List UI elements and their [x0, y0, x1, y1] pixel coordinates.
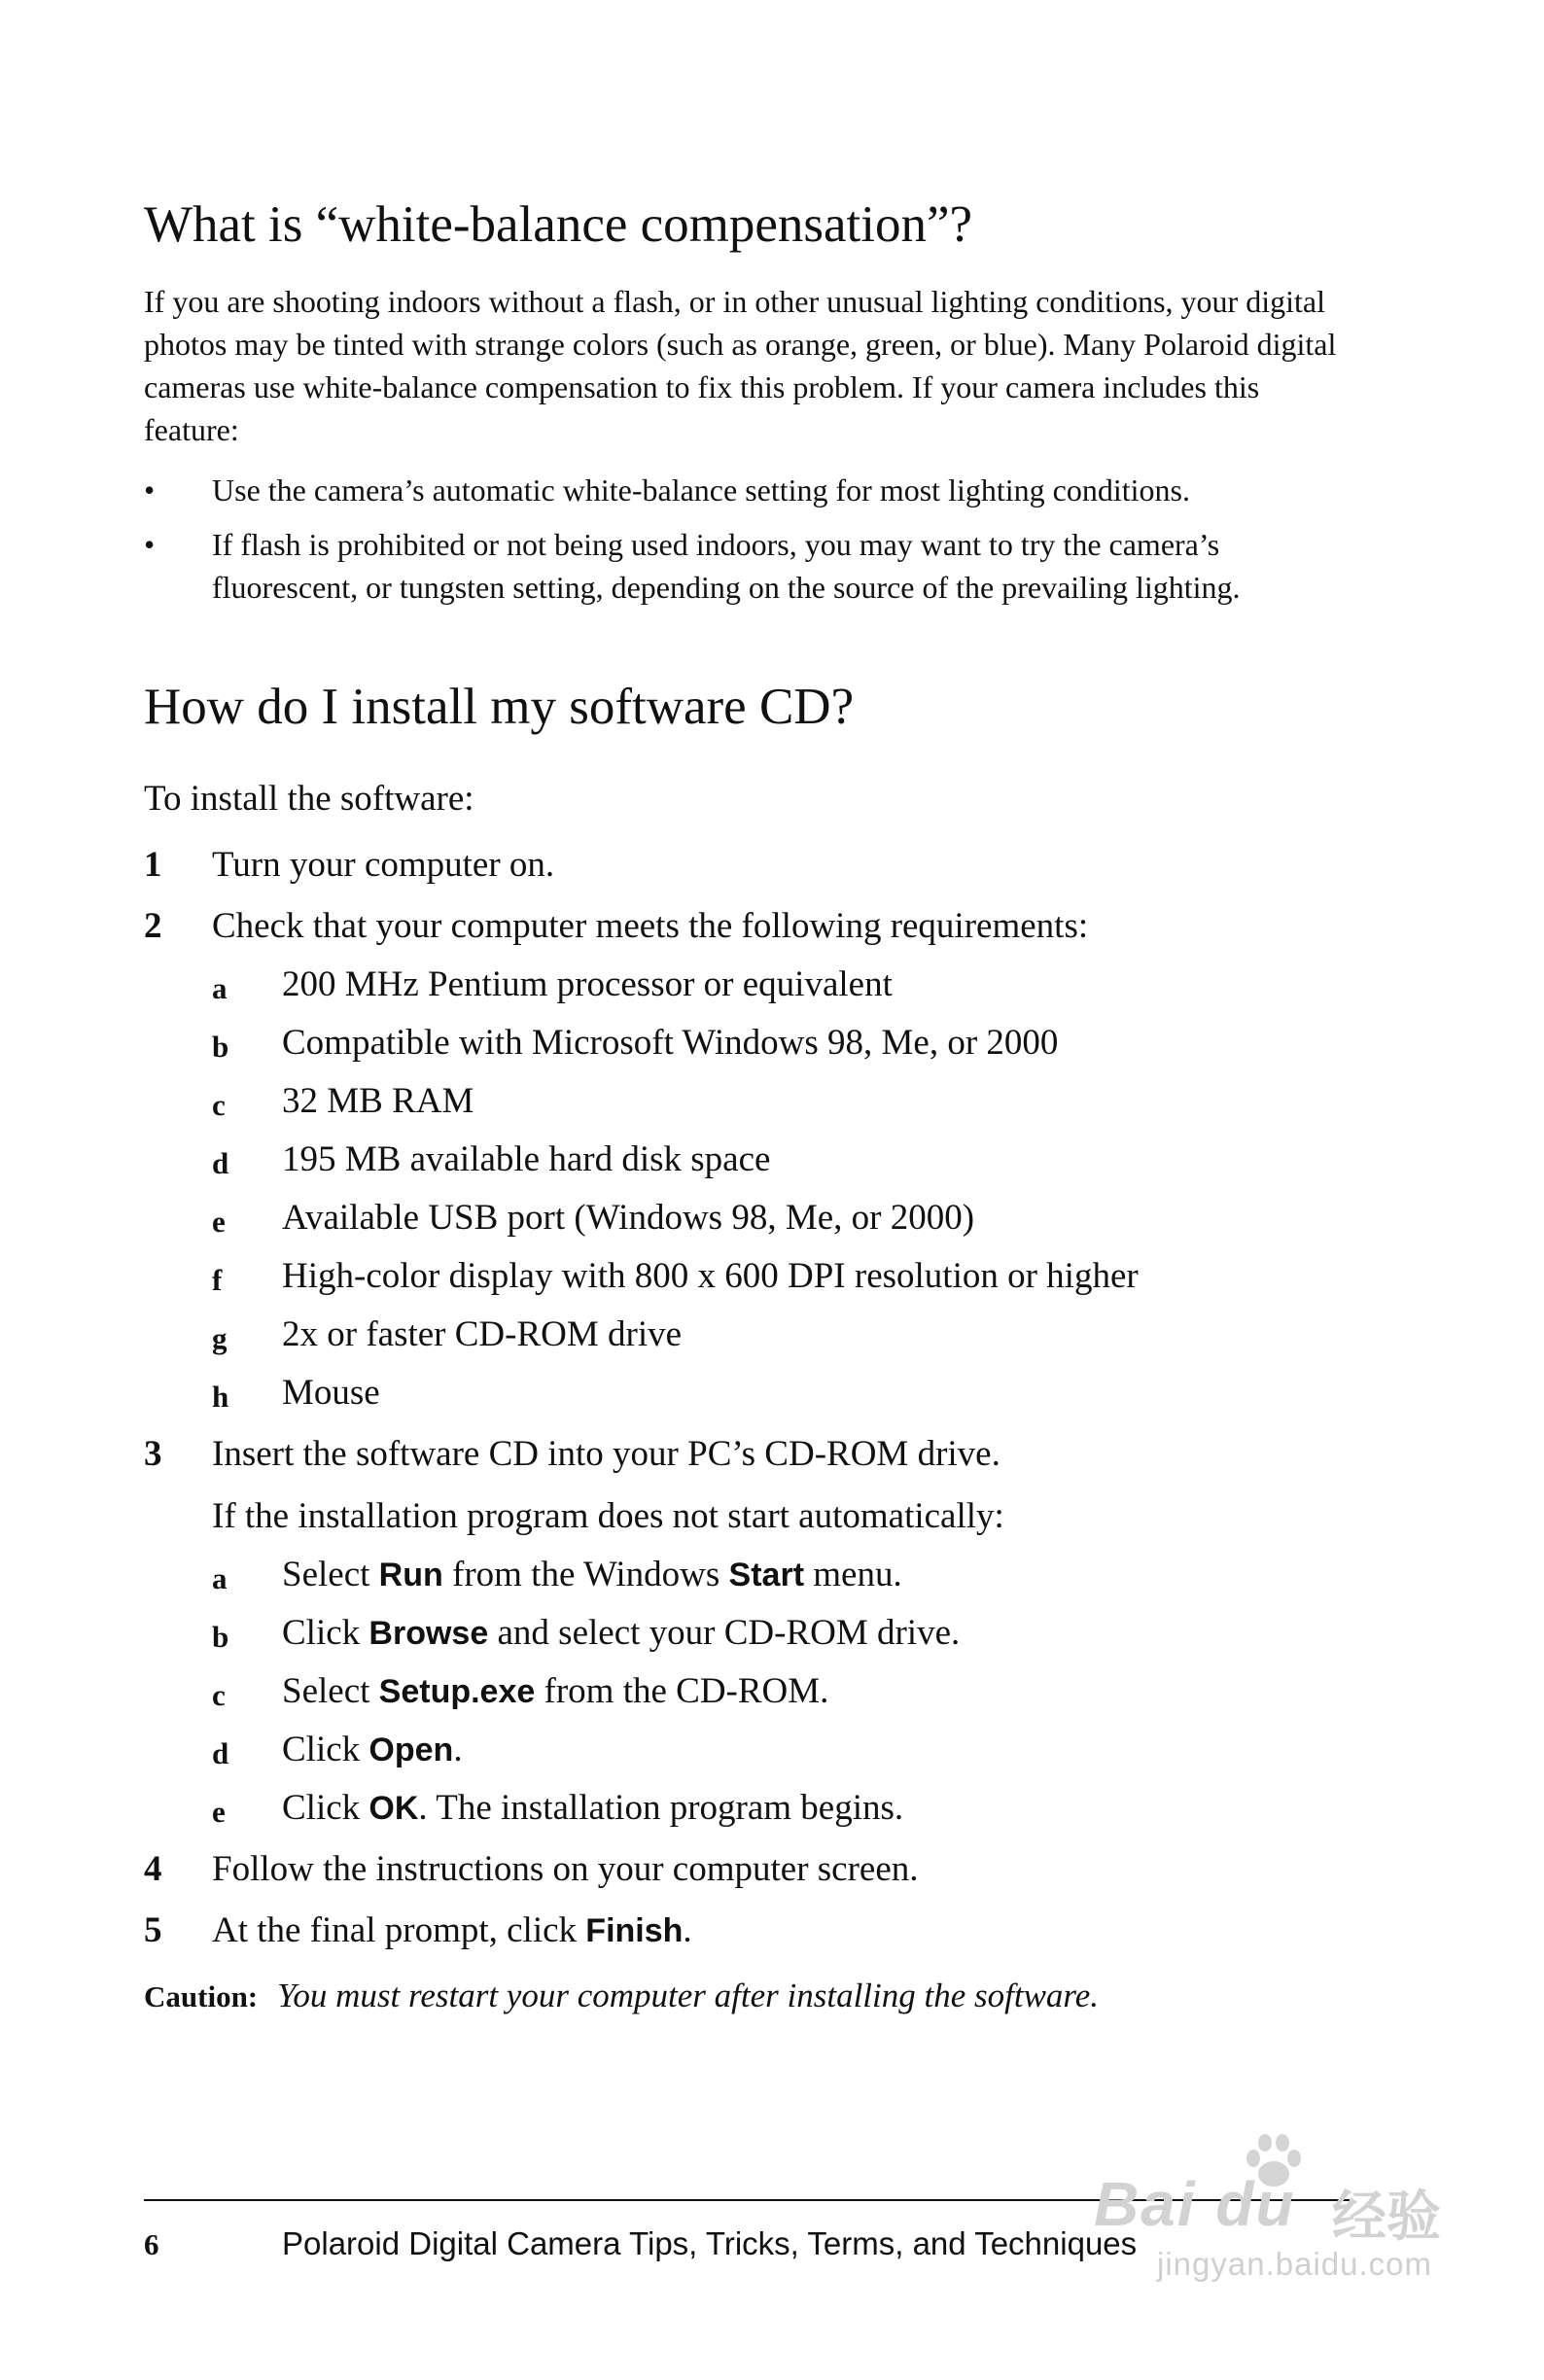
- substep-text-post: from the CD-ROM.: [535, 1671, 829, 1711]
- substep-letter: c: [212, 1088, 226, 1122]
- substep-text-post: .: [453, 1730, 463, 1769]
- caution-note: [144, 1974, 1350, 2019]
- substep-letter: a: [212, 1561, 228, 1595]
- step-item: [144, 1431, 1350, 1832]
- substep-item: [212, 1727, 1350, 1773]
- substep-letter: g: [212, 1321, 228, 1355]
- ui-term-finish: Finish: [585, 1912, 684, 1949]
- section-heading-white-balance: What is “white-balance compensation”?: [144, 196, 973, 253]
- bullet-symbol: •: [144, 472, 156, 508]
- requirement-text: 200 MHz Pentium processor or equivalent: [282, 964, 893, 1004]
- substep-item: [212, 1610, 1350, 1657]
- step-text: Insert the software CD into your PC’s CD-ROM drive.: [212, 1434, 1000, 1474]
- substep-text-mid: from the Windows: [442, 1555, 729, 1594]
- watermark-chinese: 经验: [1332, 2186, 1441, 2247]
- substep-letter: b: [212, 1620, 229, 1654]
- substep-text-pre: Click: [282, 1730, 369, 1769]
- ui-term-browse: Browse: [368, 1615, 489, 1652]
- ui-term-setup-exe: Setup.exe: [378, 1673, 536, 1710]
- substep-letter: f: [212, 1263, 223, 1297]
- document-page: [144, 194, 1350, 2019]
- bullet-symbol: •: [144, 527, 156, 562]
- bullet-item: [144, 469, 1350, 511]
- white-balance-paragraph: If you are shooting indoors without a flash, or in other unusual lighting conditions, your digital photos may be tinted with strange colors (such as orange, green, or blue). Many Polaroid digital cameras use white-balance compensation to fix this problem. If your camera includes this feature:: [144, 284, 1337, 447]
- step-number: 4: [144, 1849, 162, 1889]
- substep-text-pre: Click: [282, 1613, 369, 1653]
- install-steps: [144, 842, 1350, 1954]
- substep-text-post: and select your CD-ROM drive.: [488, 1613, 961, 1653]
- requirement-item: [212, 1312, 1350, 1358]
- step-number: 2: [144, 906, 162, 946]
- step-item: [144, 1908, 1350, 1954]
- substep-letter: b: [212, 1030, 229, 1064]
- step-text: Follow the instructions on your computer screen.: [212, 1849, 919, 1889]
- manual-install-list: [212, 1552, 1350, 1832]
- requirement-text: Compatible with Microsoft Windows 98, Me, or 2000: [282, 1023, 1059, 1063]
- substep-item: [212, 1552, 1350, 1598]
- white-balance-bullet-list: [144, 469, 1350, 609]
- requirement-item: [212, 1195, 1350, 1242]
- bullet-text: If flash is prohibited or not being used indoors, you may want to try the camera’s fluorescent, or tungsten setting, depending on the source of the prevailing lighting.: [212, 527, 1241, 605]
- ui-term-run: Run: [378, 1557, 443, 1593]
- requirements-list: [212, 962, 1350, 1417]
- requirement-item: [212, 1370, 1350, 1417]
- caution-label: Caution:: [144, 1979, 259, 2013]
- step-note: If the installation program does not start automatically:: [212, 1496, 1004, 1536]
- substep-text-post: menu.: [804, 1555, 902, 1594]
- step-number: 1: [144, 845, 162, 885]
- substep-letter: d: [212, 1736, 229, 1770]
- substep-letter: d: [212, 1146, 229, 1180]
- bullet-item: [144, 523, 1350, 609]
- requirement-item: [212, 1137, 1350, 1183]
- ui-term-start: Start: [728, 1557, 805, 1593]
- substep-letter: e: [212, 1205, 226, 1239]
- book-title: Polaroid Digital Camera Tips, Tricks, Terms, and Techniques: [282, 2225, 1138, 2261]
- substep-text-pre: Select: [282, 1671, 379, 1711]
- bullet-text: Use the camera’s automatic white-balance setting for most lighting conditions.: [212, 472, 1190, 508]
- substep-letter: h: [212, 1380, 229, 1414]
- substep-letter: a: [212, 971, 228, 1005]
- requirement-text: Mouse: [282, 1373, 380, 1413]
- step-number: 5: [144, 1910, 162, 1950]
- page-number: 6: [144, 2227, 159, 2261]
- requirement-item: [212, 1020, 1350, 1067]
- ui-term-ok: OK: [368, 1790, 419, 1827]
- requirement-text: Available USB port (Windows 98, Me, or 2000): [282, 1198, 975, 1238]
- requirement-text: 32 MB RAM: [282, 1081, 474, 1121]
- ui-term-open: Open: [368, 1732, 454, 1768]
- step-text: Check that your computer meets the following requirements:: [212, 906, 1089, 946]
- step-text-post: .: [683, 1910, 692, 1950]
- substep-letter: e: [212, 1795, 226, 1829]
- substep-text-pre: Click: [282, 1788, 369, 1828]
- requirement-item: [212, 1078, 1350, 1125]
- caution-text: You must restart your computer after installing the software.: [277, 1977, 1100, 2014]
- step-item: [144, 1846, 1350, 1893]
- step-number: 3: [144, 1434, 162, 1474]
- substep-item: [212, 1785, 1350, 1832]
- substep-text-pre: Select: [282, 1555, 379, 1594]
- requirement-text: 2x or faster CD-ROM drive: [282, 1314, 683, 1354]
- step-item: [144, 903, 1350, 1417]
- baidu-watermark: [1055, 2129, 1483, 2285]
- substep-text-post: . The installation program begins.: [418, 1788, 904, 1828]
- substep-item: [212, 1668, 1350, 1715]
- install-intro: To install the software:: [144, 779, 474, 819]
- watermark-url: jingyan.baidu.com: [1157, 2246, 1432, 2282]
- watermark-logo: Bai du: [1094, 2169, 1296, 2239]
- requirement-item: [212, 1253, 1350, 1300]
- requirement-text: 195 MB available hard disk space: [282, 1139, 771, 1179]
- step-text-pre: At the final prompt, click: [212, 1910, 586, 1950]
- requirement-item: [212, 962, 1350, 1008]
- step-text: Turn your computer on.: [212, 845, 555, 885]
- install-section: [144, 677, 1350, 2019]
- substep-letter: c: [212, 1678, 226, 1712]
- requirement-text: High-color display with 800 x 600 DPI resolution or higher: [282, 1256, 1139, 1296]
- section-heading-install: How do I install my software CD?: [144, 679, 855, 735]
- step-item: [144, 842, 1350, 889]
